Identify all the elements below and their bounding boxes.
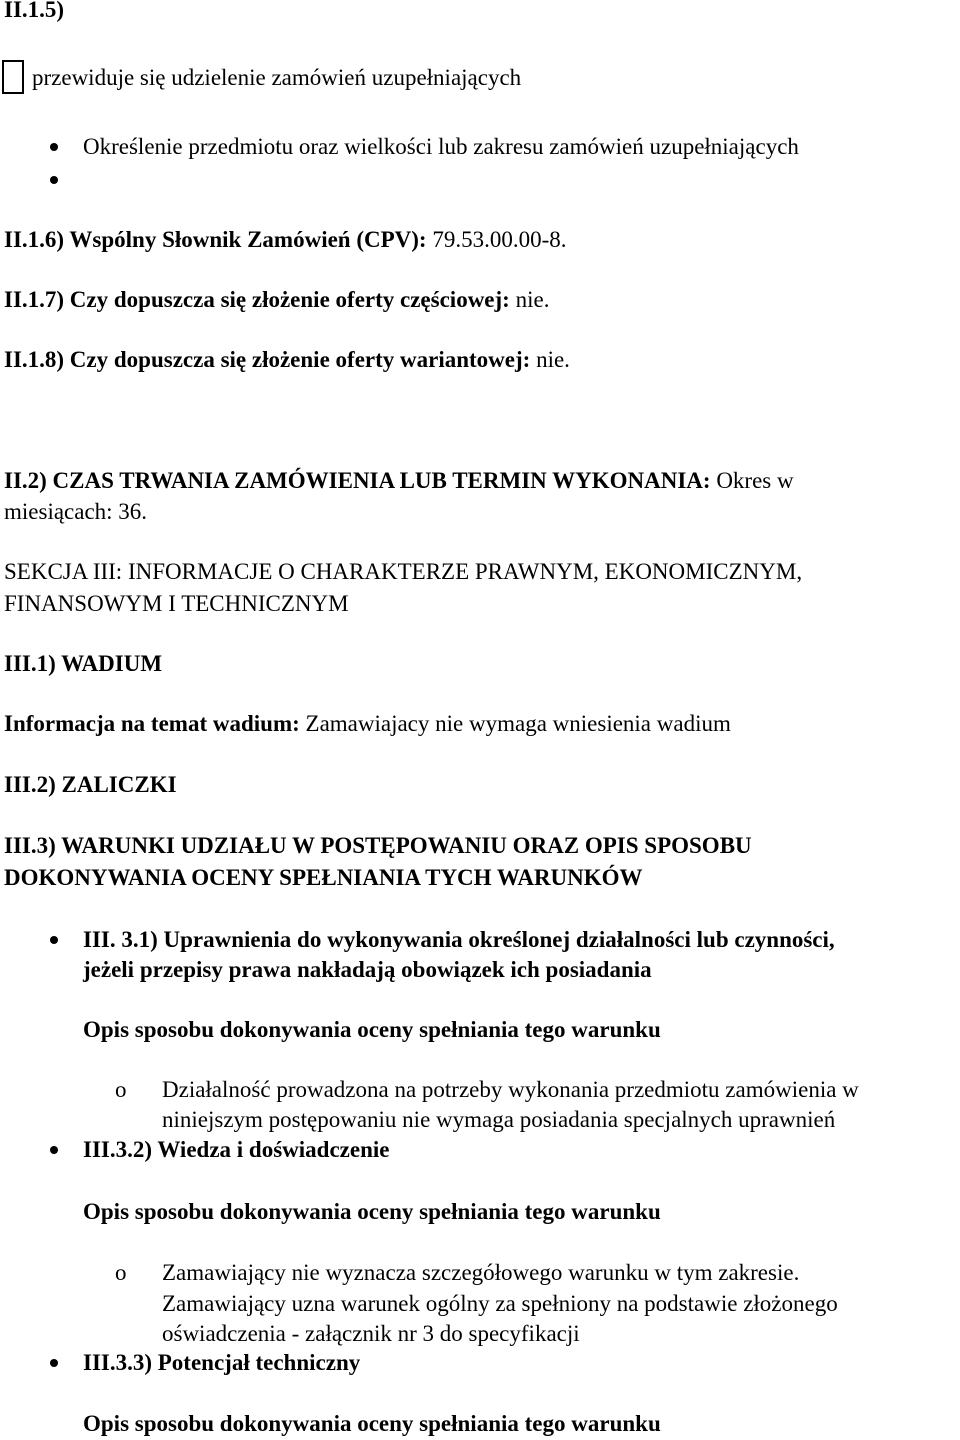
section-iii-3-3: III.3.3) Potencjał techniczny [83, 1350, 361, 1375]
section-iii-3-2: III.3.2) Wiedza i doświadczenie [83, 1137, 390, 1162]
section-iii-heading-l2: FINANSOWYM I TECHNICZNYM [4, 591, 349, 616]
sub-bullet: o [115, 1260, 127, 1285]
section-ii-1-6 [4, 226, 567, 254]
duration-value: Okres w [710, 468, 794, 493]
section-iii-1: III.1) WADIUM [4, 651, 163, 676]
section-iii-3-l1: III.3) WARUNKI UDZIAŁU W POSTĘPOWANIU ORAZ OPIS SPOSOBU [4, 833, 752, 858]
section-ii-1-5-heading: II.1.5) [4, 0, 65, 22]
cpv-label: II.1.6) Wspólny Słownik Zamówień (CPV): [4, 227, 427, 252]
cpv-value: 79.53.00.00-8. [426, 227, 567, 252]
deposit-info [4, 710, 731, 738]
bullet [50, 936, 58, 944]
bullet [50, 1146, 58, 1154]
section-ii-2 [4, 467, 794, 495]
section-iii-heading-l1: SEKCJA III: INFORMACJE O CHARAKTERZE PRAWNYM, EKONOMICZNYM, [4, 559, 803, 584]
section-ii-1-7 [4, 286, 549, 314]
experience-assessment-l1: Zamawiający nie wyznacza szczegółowego warunku w tym zakresie. [162, 1260, 800, 1285]
section-iii-2: III.2) ZALICZKI [4, 772, 177, 797]
assessment-heading: Opis sposobu dokonywania oceny spełniania tego warunku [83, 1017, 661, 1042]
assessment-heading: Opis sposobu dokonywania oceny spełniania tego warunku [83, 1411, 661, 1436]
deposit-value: Zamawiajacy nie wymaga wniesienia wadium [299, 711, 731, 736]
permits-assessment-l1: Działalność prowadzona na potrzeby wykonania przedmiotu zamówienia w [162, 1077, 859, 1102]
section-iii-3-1-l2: jeżeli przepisy prawa nakładają obowiązek ich posiadania [83, 957, 652, 982]
permits-assessment-l2: niniejszym postępowaniu nie wymaga posiadania specjalnych uprawnień [162, 1107, 836, 1132]
supplementary-orders-line: przewiduje się udzielenie zamówień uzupełniających [32, 65, 522, 90]
bullet [50, 1359, 58, 1367]
supplementary-orders-description: Określenie przedmiotu oraz wielkości lub zakresu zamówień uzupełniających [83, 134, 799, 159]
duration-label: II.2) CZAS TRWANIA ZAMÓWIENIA LUB TERMIN WYKONANIA: [4, 468, 711, 493]
variant-offer-value: nie. [530, 347, 570, 372]
bullet-empty [50, 176, 58, 184]
assessment-heading: Opis sposobu dokonywania oceny spełniania tego warunku [83, 1199, 661, 1224]
partial-offer-value: nie. [509, 287, 550, 312]
section-ii-1-8 [4, 346, 570, 374]
bullet [50, 143, 58, 151]
duration-value-cont: miesiącach: 36. [4, 499, 148, 524]
experience-assessment-l2: Zamawiający uzna warunek ogólny za spełniony na podstawie złożonego [162, 1291, 838, 1316]
variant-offer-label: II.1.8) Czy dopuszcza się złożenie oferty wariantowej: [4, 347, 531, 372]
section-iii-3-1-l1: III. 3.1) Uprawnienia do wykonywania określonej działalności lub czynności, [83, 927, 835, 952]
sub-bullet: o [115, 1077, 127, 1102]
experience-assessment-l3: oświadczenia - załącznik nr 3 do specyfikacji [162, 1321, 580, 1346]
section-iii-3-l2: DOKONYWANIA OCENY SPEŁNIANIA TYCH WARUNKÓW [4, 865, 643, 890]
deposit-label: Informacja na temat wadium: [4, 711, 300, 736]
partial-offer-label: II.1.7) Czy dopuszcza się złożenie oferty częściowej: [4, 287, 510, 312]
checkbox[interactable] [2, 60, 24, 94]
